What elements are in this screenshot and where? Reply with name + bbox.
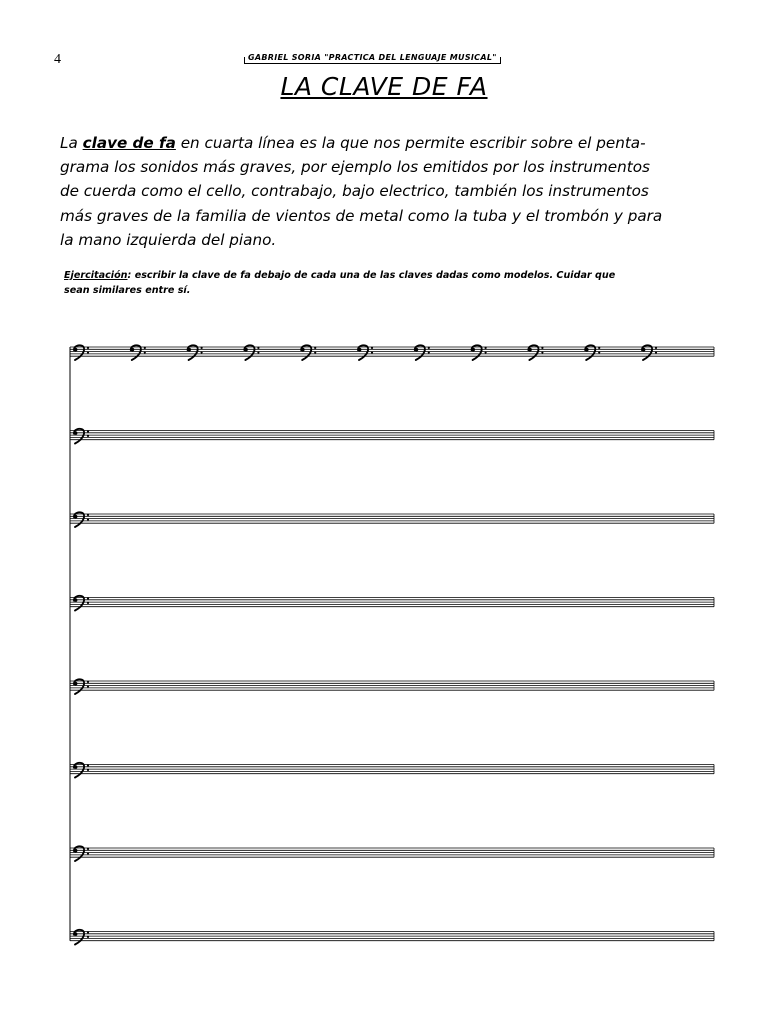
staff-1[interactable] (70, 347, 714, 356)
exercise-label: Ejercitación (64, 270, 128, 281)
staff-3[interactable] (70, 514, 714, 523)
bass-clef-icon (74, 679, 89, 694)
exercise-line-2: sean similares entre sí. (64, 285, 191, 296)
bass-clef-icon (415, 345, 430, 360)
bass-clef-icon (585, 345, 600, 360)
exercise-line-1-rest: : escribir la clave de fa debajo de cada una de las claves dadas como modelos. Cuidar que (127, 270, 616, 281)
bass-clef-icon (301, 345, 316, 360)
bass-clef-icon (244, 345, 259, 360)
bass-clef-icon (74, 763, 89, 778)
staff-5[interactable] (70, 681, 714, 690)
intro-lead: La (60, 134, 83, 152)
intro-line-5: la mano izquierda del piano. (60, 230, 277, 249)
bass-clef-icon (74, 930, 89, 945)
staff-6[interactable] (70, 765, 714, 774)
staff-8[interactable] (70, 932, 714, 941)
intro-line-2: grama los sonidos más graves, por ejemplo los emitidos por los instrumentos (60, 158, 650, 177)
running-header: GABRIEL SORIA "PRACTICA DEL LENGUAJE MUSICAL" (244, 53, 501, 64)
intro-line-3: de cuerda como el cello, contrabajo, bajo electrico, también los instrumentos (60, 182, 649, 201)
bass-clef-icon (74, 345, 89, 360)
bass-clef-icon (74, 512, 89, 527)
bass-clef-icon (528, 345, 543, 360)
bass-clef-icon (642, 345, 657, 360)
staff-7[interactable] (70, 848, 714, 857)
page-number: 4 (54, 52, 61, 67)
bass-clef-icon (131, 345, 146, 360)
keyword-clave-de-fa: clave de fa (82, 134, 176, 152)
bass-clef-icon (74, 429, 89, 444)
page-title: LA CLAVE DE FA (280, 72, 488, 101)
staff-2[interactable] (70, 431, 714, 440)
intro-line-1-rest: en cuarta línea es la que nos permite escribir sobre el penta- (175, 134, 646, 152)
bass-clef-icon (187, 345, 202, 360)
intro-line-4: más graves de la familia de vientos de metal como la tuba y el trombón y para (60, 206, 663, 225)
staff-4[interactable] (70, 598, 714, 607)
bass-clef-icon (74, 596, 89, 611)
bass-clef-icon (471, 345, 486, 360)
bass-clef-icon (74, 846, 89, 861)
bass-clef-icon (358, 345, 373, 360)
